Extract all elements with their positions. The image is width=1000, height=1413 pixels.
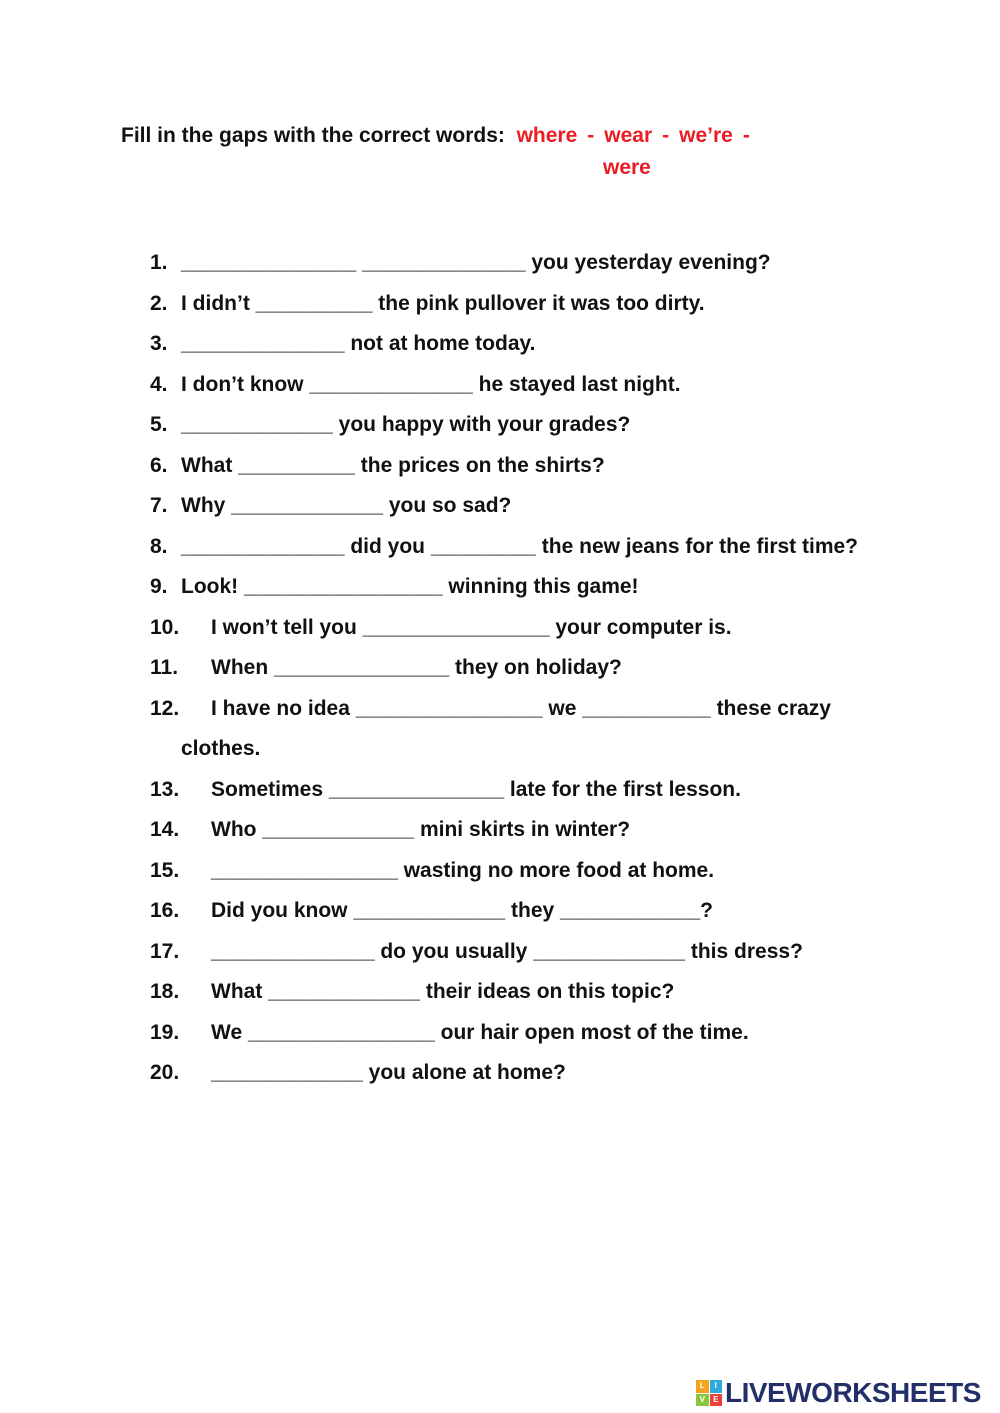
list-item (150, 486, 890, 527)
list-item (150, 527, 890, 568)
item-number: 8. (150, 534, 168, 558)
item-number: 1. (150, 251, 168, 274)
item-text[interactable]: Look! _________________ winning this game! (181, 575, 639, 598)
item-number: 11. (150, 656, 179, 679)
liveworksheets-logo (696, 1378, 981, 1408)
list-item (150, 648, 890, 689)
list-item (150, 567, 890, 608)
instruction-prefix: Fill in the gaps with the correct words: (121, 124, 505, 147)
list-item (150, 608, 890, 649)
item-text[interactable]: Who _____________ mini skirts in winter? (211, 818, 631, 841)
logo-text: LIVEWORKSHEETS (725, 1377, 981, 1408)
item-number: 12. (150, 696, 180, 720)
item-number: 4. (150, 372, 168, 396)
item-text[interactable]: _____________ you happy with your grades? (181, 413, 631, 436)
item-text[interactable]: I have no idea ________________ we ___________ these crazy clothes. (181, 696, 831, 760)
separator: - (742, 124, 750, 147)
list-item (150, 365, 890, 406)
list-item (150, 405, 890, 446)
word-were-contraction: we’re (679, 124, 733, 147)
item-number: 7. (150, 494, 168, 517)
item-text[interactable]: ______________ not at home today. (181, 332, 536, 355)
list-item (150, 324, 890, 365)
item-text[interactable]: ______________ did you _________ the new jeans for the first time? (181, 534, 859, 558)
logo-mark-letter: V (696, 1394, 709, 1407)
item-text[interactable]: What __________ the prices on the shirts? (181, 453, 605, 477)
list-item (150, 446, 890, 487)
item-number: 16. (150, 899, 180, 922)
list-item (150, 810, 890, 851)
list-item (150, 972, 890, 1013)
item-number: 18. (150, 980, 180, 1003)
item-text[interactable]: We ________________ our hair open most of the time. (211, 1020, 749, 1044)
list-item (150, 770, 890, 811)
item-text[interactable]: _______________ ______________ you yesterday evening? (181, 251, 771, 274)
list-item (150, 932, 890, 973)
word-bank (511, 124, 760, 147)
item-text[interactable]: When _______________ they on holiday? (211, 656, 622, 679)
item-text[interactable]: I didn’t __________ the pink pullover it was too dirty. (181, 291, 705, 315)
item-text[interactable]: I won’t tell you ________________ your computer is. (211, 615, 732, 639)
list-item (150, 243, 890, 284)
item-number: 2. (150, 291, 168, 315)
separator: - (587, 124, 595, 147)
exercise-list (150, 243, 890, 1094)
item-number: 20. (150, 1061, 180, 1084)
list-item (150, 284, 890, 325)
item-text[interactable]: ______________ do you usually _____________ this dress? (211, 939, 803, 963)
list-item (150, 1013, 890, 1054)
word-where: where (516, 124, 578, 147)
instruction (121, 120, 861, 184)
list-item (150, 689, 890, 770)
list-item (150, 891, 890, 932)
logo-mark-letter: E (710, 1394, 723, 1407)
item-text[interactable]: ________________ wasting no more food at home. (211, 858, 715, 882)
item-number: 3. (150, 332, 168, 355)
item-number: 10. (150, 615, 180, 639)
item-number: 19. (150, 1020, 180, 1044)
item-number: 5. (150, 413, 168, 436)
separator: - (662, 124, 670, 147)
list-item (150, 851, 890, 892)
item-text[interactable]: Sometimes _______________ late for the first lesson. (211, 777, 741, 801)
item-number: 13. (150, 777, 180, 801)
item-number: 9. (150, 575, 168, 598)
item-number: 6. (150, 453, 168, 477)
item-number: 17. (150, 939, 180, 963)
logo-mark-letter: I (710, 1380, 723, 1393)
item-number: 15. (150, 858, 180, 882)
item-text[interactable]: _____________ you alone at home? (211, 1061, 566, 1084)
list-item (150, 1053, 890, 1094)
logo-mark-letter: L (696, 1380, 709, 1393)
item-text[interactable]: What _____________ their ideas on this topic? (211, 980, 675, 1003)
word-were: were (603, 156, 651, 179)
logo-mark-icon (696, 1380, 722, 1406)
item-text[interactable]: Did you know _____________ they ____________? (211, 899, 713, 922)
item-text[interactable]: Why _____________ you so sad? (181, 494, 512, 517)
item-text[interactable]: I don’t know ______________ he stayed last night. (181, 372, 681, 396)
item-number: 14. (150, 818, 180, 841)
word-wear: wear (604, 124, 653, 147)
